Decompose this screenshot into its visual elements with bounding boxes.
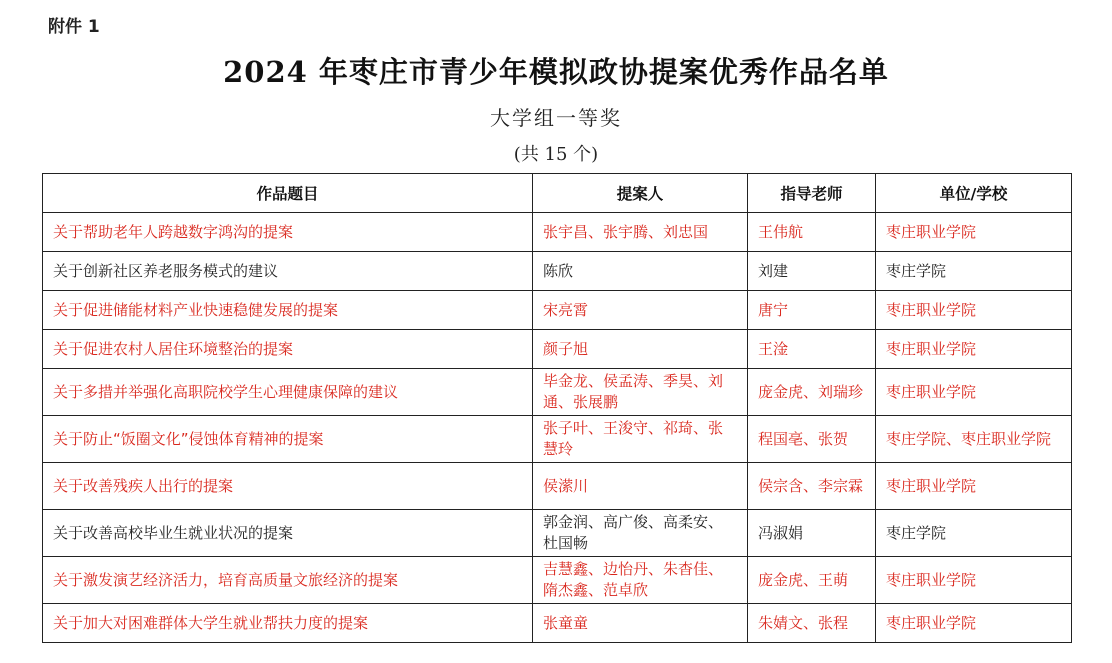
cell-advisor: 程国亳、张贺 [748,416,876,463]
cell-proposers: 颜子旭 [533,330,748,369]
table-row [43,369,1072,416]
cell-advisor: 侯宗含、李宗霖 [748,463,876,510]
cell-title: 关于促进农村人居住环境整治的提案 [43,330,533,369]
cell-proposers: 宋亮霄 [533,291,748,330]
table-row [43,557,1072,604]
cell-title: 关于防止“饭圈文化”侵蚀体育精神的提案 [43,416,533,463]
cell-proposers: 吉慧鑫、边怡丹、朱杳佳、隋杰鑫、范卓欣 [533,557,748,604]
award-table [42,173,1072,643]
cell-advisor: 唐宁 [748,291,876,330]
cell-advisor: 冯淑娟 [748,510,876,557]
cell-unit: 枣庄职业学院 [876,557,1072,604]
cell-unit: 枣庄职业学院 [876,291,1072,330]
document-title: 2024 年枣庄市青少年模拟政协提案优秀作品名单 [223,55,889,89]
cell-title: 关于创新社区养老服务模式的建议 [43,252,533,291]
cell-advisor: 朱婧文、张程 [748,604,876,643]
cell-advisor: 庞金虎、刘瑞珍 [748,369,876,416]
header-proposers: 提案人 [533,174,748,213]
cell-proposers: 张童童 [533,604,748,643]
cell-proposers: 郭金润、高广俊、高柔安、杜国畅 [533,510,748,557]
table-row [43,510,1072,557]
cell-unit: 枣庄学院、枣庄职业学院 [876,416,1072,463]
cell-proposers: 陈欣 [533,252,748,291]
header-unit: 单位/学校 [876,174,1072,213]
table-row [43,416,1072,463]
cell-unit: 枣庄职业学院 [876,604,1072,643]
cell-advisor: 王伟航 [748,213,876,252]
cell-proposers: 侯潆川 [533,463,748,510]
cell-unit: 枣庄学院 [876,510,1072,557]
award-count: (共 15 个) [513,144,599,165]
table-row [43,291,1072,330]
cell-unit: 枣庄职业学院 [876,463,1072,510]
cell-title: 关于促进储能材料产业快速稳健发展的提案 [43,291,533,330]
table-row [43,330,1072,369]
cell-advisor: 庞金虎、王萌 [748,557,876,604]
cell-title: 关于激发演艺经济活力，培育高质量文旅经济的提案 [43,557,533,604]
cell-title: 关于多措并举强化高职院校学生心理健康保障的建议 [43,369,533,416]
table-row [43,604,1072,643]
award-category: 大学组一等奖 [490,106,622,130]
table-row [43,463,1072,510]
table-header-row [43,174,1072,213]
cell-unit: 枣庄职业学院 [876,369,1072,416]
cell-title: 关于加大对困难群体大学生就业帮扶力度的提案 [43,604,533,643]
header-title: 作品题目 [43,174,533,213]
cell-proposers: 毕金龙、侯孟涛、季昊、刘通、张展鹏 [533,369,748,416]
cell-advisor: 王淦 [748,330,876,369]
cell-title: 关于帮助老年人跨越数字鸿沟的提案 [43,213,533,252]
attachment-label: 附件 1 [48,17,100,37]
cell-proposers: 张宇昌、张宇腾、刘忠国 [533,213,748,252]
cell-unit: 枣庄学院 [876,252,1072,291]
header-advisor: 指导老师 [748,174,876,213]
cell-advisor: 刘建 [748,252,876,291]
table-row [43,252,1072,291]
cell-title: 关于改善高校毕业生就业状况的提案 [43,510,533,557]
cell-unit: 枣庄职业学院 [876,213,1072,252]
table-row [43,213,1072,252]
cell-proposers: 张子叶、王浚守、祁琦、张慧玲 [533,416,748,463]
cell-unit: 枣庄职业学院 [876,330,1072,369]
cell-title: 关于改善残疾人出行的提案 [43,463,533,510]
